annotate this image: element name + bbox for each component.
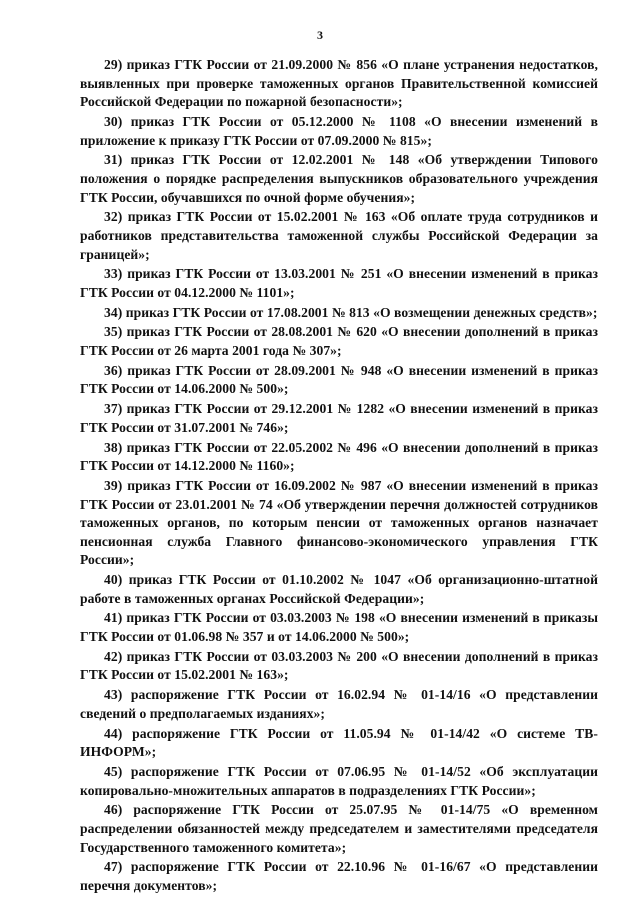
list-item: 34) приказ ГТК России от 17.08.2001 № 813 «О возмещении денежных средств»; xyxy=(104,304,598,320)
document-list xyxy=(80,56,598,897)
list-item: 43) распоряжение ГТК России от 16.02.94 № 01-14/16 «О представлении сведений о предполагаемых изданиях»; xyxy=(80,687,598,721)
list-item: 39) приказ ГТК России от 16.09.2002 № 987 «О внесении изменений в приказ ГТК России от 23.01.2001 № 74 «Об утверждении перечня должностей сотрудников таможенных органов, по которым пенсии от таможенных органов назначает пенсионная служба Главного финансово-экономического управления ГТК России»; xyxy=(80,477,598,568)
list-item: 46) распоряжение ГТК России от 25.07.95 № 01-14/75 «О временном распределении обязанностей между председателем и заместителями председателя Государственного таможенного комитета»; xyxy=(80,802,598,855)
list-item: 37) приказ ГТК России от 29.12.2001 № 1282 «О внесении изменений в приказ ГТК России от 31.07.2001 № 746»; xyxy=(80,401,598,435)
list-item: 32) приказ ГТК России от 15.02.2001 № 163 «Об оплате труда сотрудников и работников представительства таможенной службы Российской Федерации за границей»; xyxy=(80,209,598,262)
list-item: 41) приказ ГТК России от 03.03.2003 № 198 «О внесении изменений в приказы ГТК России от 01.06.98 № 357 и от 14.06.2000 № 500»; xyxy=(80,610,598,645)
list-item: 44) распоряжение ГТК России от 11.05.94 № 01-14/42 «О системе ТВ-ИНФОРМ»; xyxy=(80,725,598,760)
list-item: 36) приказ ГТК России от 28.09.2001 № 948 «О внесении изменений в приказ ГТК России от 14.06.2000 № 500»; xyxy=(80,362,598,397)
list-item: 33) приказ ГТК России от 13.03.2001 № 251 «О внесении изменений в приказ ГТК России от 04.12.2000 № 1101»; xyxy=(80,266,598,300)
list-item: 42) приказ ГТК России от 03.03.2003 № 200 «О внесении дополнений в приказ ГТК России от 15.02.2001 № 163»; xyxy=(80,648,598,683)
list-item: 29) приказ ГТК России от 21.09.2000 № 856 «О плане устранения недостатков, выявленных при проверке таможенных органов Правительственной комиссией Российской Федерации по пожарной безопасности»; xyxy=(80,57,598,110)
list-item: 38) приказ ГТК России от 22.05.2002 № 496 «О внесении дополнений в приказ ГТК России от 14.12.2000 № 1160»; xyxy=(80,439,598,474)
list-item: 31) приказ ГТК России от 12.02.2001 № 148 «Об утверждении Типового положения о порядке распределения выпускников образовательного учреждения ГТК России, обучавшихся по очной форме обучения»; xyxy=(80,152,598,205)
page-number: 3 xyxy=(317,28,323,42)
list-item: 45) распоряжение ГТК России от 07.06.95 № 01-14/52 «Об эксплуатации копировально-множительных аппаратов в подразделениях ГТК России»; xyxy=(80,763,598,798)
list-item: 30) приказ ГТК России от 05.12.2000 № 1108 «О внесении изменений в приложение к приказу ГТК России от 07.09.2000 № 815»; xyxy=(80,113,598,148)
list-item: 35) приказ ГТК России от 28.08.2001 № 620 «О внесении дополнений в приказ ГТК России от 26 марта 2001 года № 307»; xyxy=(80,324,598,359)
list-item: 40) приказ ГТК России от 01.10.2002 № 1047 «Об организационно-штатной работе в таможенных органах Российской Федерации»; xyxy=(80,572,598,606)
list-item: 47) распоряжение ГТК России от 22.10.96 № 01-16/67 «О представлении перечня документов»; xyxy=(80,859,598,893)
